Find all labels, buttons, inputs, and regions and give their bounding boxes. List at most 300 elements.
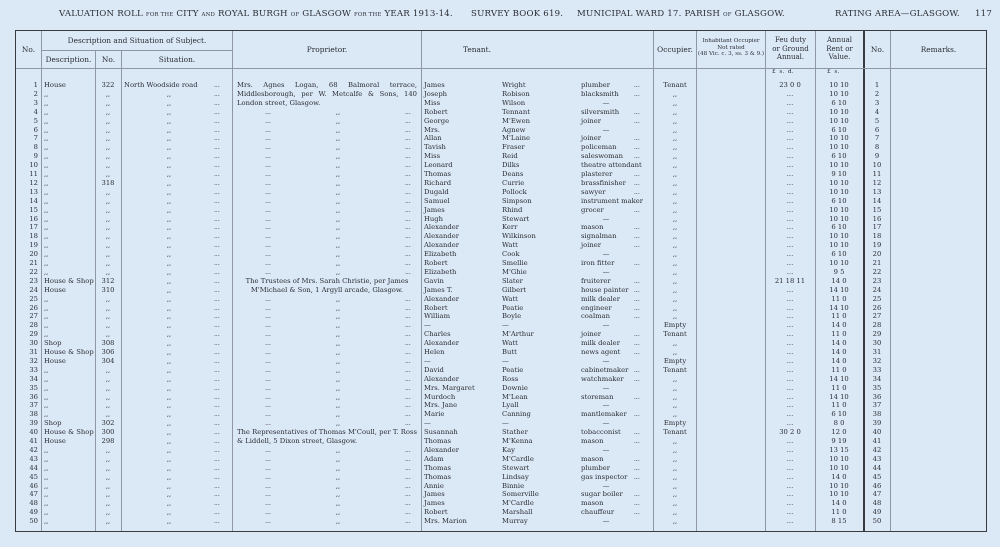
row-number: 11	[29, 170, 38, 178]
tenant-first-name: Miss	[424, 98, 441, 107]
table-row	[0, 126, 1000, 135]
table-row	[0, 152, 1000, 161]
row-number-right: 37	[872, 401, 882, 410]
tenant-surname: Wright	[502, 81, 526, 89]
annual-rent-cell: 14 0	[831, 356, 847, 365]
tenant-first-name: Richard	[424, 178, 452, 187]
description-cell: ,,	[44, 259, 49, 267]
leader-dots: ...	[214, 482, 220, 490]
occupation-cell: —	[602, 356, 610, 365]
occupation-cell: —	[602, 419, 610, 428]
occupation-cell: mason	[581, 454, 604, 463]
description-cell: House	[44, 356, 66, 365]
feu-duty-cell: ...	[786, 374, 794, 383]
header-line: Annual	[827, 36, 852, 45]
proprietor-ditto: ...	[405, 375, 411, 383]
proprietor-ditto: ,,	[335, 383, 341, 392]
feu-duty-cell: ...	[786, 383, 794, 392]
leader-dots: ...	[214, 304, 220, 312]
tenant-first-name: Gavin	[424, 276, 444, 285]
leader-dots: ...	[214, 375, 220, 383]
row-number-right: 28	[872, 321, 882, 330]
house-number-cell: ,,	[105, 508, 111, 517]
description-cell: ,,	[44, 321, 49, 330]
tenant-first-name: Alexander	[424, 374, 459, 383]
annual-rent-cell: 11 0	[831, 294, 847, 303]
header-line: Annual.	[776, 53, 805, 62]
situation-cell: ,,	[166, 116, 172, 125]
table-row	[0, 428, 1000, 437]
row-number: 5	[33, 116, 38, 125]
occupier-status: ,,	[672, 98, 678, 107]
title-text: CITY	[176, 9, 199, 19]
tenant-first-name: —	[424, 356, 431, 365]
leader-dots: ...	[634, 411, 640, 419]
house-number-cell: ,,	[105, 383, 111, 392]
situation-cell: ,,	[166, 303, 172, 312]
proprietor-ditto: ,,	[335, 232, 341, 241]
proprietor-ditto: ,,	[335, 445, 341, 454]
occupation-cell: theatre attendant	[581, 161, 642, 170]
annual-rent-cell: 10 10	[829, 143, 849, 152]
tenant-first-name: James T.	[424, 285, 453, 294]
annual-rent-cell: 14 10	[829, 374, 849, 383]
occupation-cell: saleswoman	[581, 152, 624, 161]
table-row	[0, 108, 1000, 117]
occupier-status: ,,	[672, 125, 678, 134]
leader-dots: ...	[214, 277, 220, 285]
house-number-cell: ,,	[105, 517, 111, 526]
tenant-first-name: Miss	[424, 152, 441, 161]
occupier-status: ,,	[672, 374, 678, 383]
description-cell: ,,	[44, 152, 49, 161]
row-number-right: 41	[872, 437, 882, 445]
situation-cell: ,,	[166, 356, 172, 365]
situation-cell: ,,	[166, 187, 172, 196]
description-cell: ,,	[44, 454, 49, 463]
proprietor-ditto: ...	[265, 126, 271, 134]
occupier-status: ,,	[672, 445, 678, 454]
occupation-cell: mantlemaker	[581, 410, 627, 419]
tenant-surname: Robison	[502, 89, 530, 98]
description-cell: ,,	[44, 267, 49, 276]
occupier-status: ,,	[672, 267, 678, 276]
proprietor-ditto: ,,	[335, 517, 341, 526]
row-number-right: 48	[872, 499, 882, 508]
feu-duty-cell: ...	[786, 303, 794, 312]
occupier-status: ,,	[672, 152, 678, 161]
table-row	[0, 384, 1000, 393]
annual-rent-cell: 12 0	[831, 428, 847, 437]
description-cell: ,,	[44, 392, 49, 401]
row-number-right: 12	[872, 178, 882, 187]
situation-cell: ,,	[166, 330, 172, 339]
tenant-surname: Cook	[502, 250, 520, 259]
tenant-surname: Agnew	[502, 125, 526, 134]
row-number-right: 49	[872, 508, 882, 517]
occupation-cell: mason	[581, 223, 604, 232]
proprietor-ditto: ,,	[335, 187, 341, 196]
leader-dots: ...	[214, 366, 220, 374]
tenant-surname: Simpson	[502, 196, 532, 205]
annual-rent-cell: 11 0	[831, 312, 847, 321]
tenant-first-name: Elizabeth	[424, 267, 457, 276]
situation-cell: ,,	[166, 161, 172, 170]
annual-rent-cell: 10 10	[829, 463, 849, 472]
proprietor-ditto: ...	[405, 260, 411, 267]
row-number: 46	[29, 481, 38, 490]
tenant-surname: Smellie	[502, 259, 528, 267]
row-number-right: 25	[872, 294, 882, 303]
table-row	[0, 206, 1000, 215]
occupation-cell: sugar boiler	[581, 490, 623, 499]
house-number-cell: 304	[101, 356, 115, 365]
feu-duty-cell: ...	[786, 294, 794, 303]
tenant-surname: Dilks	[502, 161, 520, 170]
situation-cell: ,,	[166, 419, 172, 428]
leader-dots: ...	[214, 464, 220, 472]
annual-rent-cell: 8 15	[831, 517, 847, 526]
leader-dots: ...	[634, 509, 640, 517]
house-number-cell: 302	[101, 419, 115, 428]
proprietor-ditto: ...	[265, 171, 271, 178]
description-cell: ,,	[44, 401, 49, 410]
annual-rent-cell: 6 10	[831, 223, 847, 232]
header-proprietor: Proprietor.	[306, 45, 348, 54]
row-number: 40	[29, 428, 38, 437]
annual-rent-cell: 14 0	[831, 348, 847, 356]
situation-cell: ,,	[166, 437, 172, 445]
proprietor-ditto: ...	[405, 455, 411, 463]
annual-rent-cell: 6 10	[831, 250, 847, 259]
leader-dots: ...	[214, 224, 220, 232]
occupation-cell: —	[602, 267, 610, 276]
description-cell: ,,	[44, 294, 49, 303]
description-cell: ,,	[44, 89, 49, 98]
tenant-first-name: Charles	[424, 330, 451, 339]
feu-duty-cell: ...	[786, 187, 794, 196]
leader-dots: ...	[634, 491, 640, 499]
leader-dots: ...	[214, 411, 220, 419]
tenant-surname: M'Cardle	[502, 499, 534, 508]
proprietor-ditto: ,,	[335, 392, 341, 401]
proprietor-ditto: ,,	[335, 170, 341, 178]
header-situation: Situation.	[158, 55, 196, 64]
tenant-first-name: Adam	[424, 454, 444, 463]
description-cell: ,,	[44, 250, 49, 259]
situation-cell: ,,	[166, 125, 172, 134]
situation-cell: ,,	[166, 250, 172, 259]
house-number-cell: ,,	[105, 125, 111, 134]
row-number: 43	[29, 454, 38, 463]
house-number-cell: 300	[101, 428, 115, 437]
tenant-first-name: Alexander	[424, 241, 459, 250]
row-number-right: 39	[872, 419, 882, 428]
house-number-cell: ,,	[105, 410, 111, 419]
row-number-right: 2	[874, 89, 880, 98]
description-cell: ,,	[44, 170, 49, 178]
occupation-cell: brassfinisher	[581, 178, 626, 187]
annual-rent-cell: 6 10	[831, 152, 847, 161]
tenant-surname: Currie	[502, 178, 525, 187]
occupation-cell: sawyer	[581, 187, 606, 196]
proprietor-ditto: ...	[405, 197, 411, 205]
leader-dots: ...	[634, 108, 640, 116]
situation-cell: ,,	[166, 383, 172, 392]
table-row	[0, 499, 1000, 508]
row-number: 9	[33, 152, 38, 161]
occupation-cell: —	[602, 481, 610, 490]
feu-duty-cell: ...	[786, 116, 794, 125]
row-number-right: 47	[872, 490, 882, 499]
house-number-cell: ,,	[105, 134, 111, 143]
house-number-cell: 308	[101, 339, 115, 348]
table-row	[0, 268, 1000, 277]
situation-cell: ,,	[166, 232, 172, 241]
proprietor-ditto: ...	[405, 268, 411, 276]
house-number-cell: ,,	[105, 481, 111, 490]
house-number-cell: ,,	[105, 214, 111, 223]
leader-dots: ...	[634, 304, 640, 312]
house-number-cell: ,,	[105, 401, 111, 410]
annual-rent-cell: 14 10	[829, 392, 849, 401]
description-cell: ,,	[44, 508, 49, 517]
row-number: 50	[29, 517, 38, 526]
occupier-status: Empty	[663, 419, 687, 428]
situation-cell: ,,	[166, 490, 172, 499]
proprietor-ditto: ,,	[335, 419, 341, 428]
description-cell: ,,	[44, 410, 49, 419]
annual-rent-cell: 11 0	[831, 383, 847, 392]
proprietor-ditto: ,,	[335, 267, 341, 276]
feu-duty-cell: ...	[786, 499, 794, 508]
leader-dots: ...	[634, 242, 640, 250]
tenant-surname: Ross	[502, 374, 519, 383]
house-number-cell: ,,	[105, 241, 111, 250]
proprietor-ditto: ,,	[335, 178, 341, 187]
feu-duty-cell: ...	[786, 365, 794, 374]
row-number-right: 45	[872, 472, 882, 481]
table-row	[0, 90, 1000, 99]
proprietor-ditto: ,,	[335, 330, 341, 339]
row-number: 8	[33, 143, 38, 152]
row-number: 49	[29, 508, 38, 517]
description-cell: ,,	[44, 472, 49, 481]
occupation-cell: milk dealer	[581, 339, 620, 348]
occupation-cell: storeman	[581, 392, 614, 401]
house-number-cell: ,,	[105, 196, 111, 205]
description-cell: ,,	[44, 205, 49, 214]
tenant-surname: Binnie	[502, 481, 525, 490]
feu-duty-cell: ...	[786, 161, 794, 170]
situation-cell: ,,	[166, 410, 172, 419]
proprietor-ditto: ...	[265, 179, 271, 187]
leader-dots: ...	[634, 349, 640, 356]
table-row	[0, 375, 1000, 384]
annual-rent-cell: 6 10	[831, 125, 847, 134]
table-row	[0, 241, 1000, 250]
proprietor-ditto: ...	[265, 313, 271, 321]
leader-dots: ...	[634, 179, 640, 187]
table-row	[0, 223, 1000, 232]
occupier-status: ,,	[672, 285, 678, 294]
description-cell: ,,	[44, 383, 49, 392]
situation-cell: ,,	[166, 348, 172, 356]
situation-cell: ,,	[166, 259, 172, 267]
occupier-status: ,,	[672, 241, 678, 250]
table-row	[0, 473, 1000, 482]
table-row	[0, 286, 1000, 295]
occupation-cell: —	[602, 250, 610, 259]
occupation-cell: mason	[581, 499, 604, 508]
row-number: 6	[33, 125, 38, 134]
row-number: 48	[29, 499, 38, 508]
table-row	[0, 401, 1000, 410]
tenant-surname: Watt	[502, 241, 518, 250]
row-number: 45	[29, 472, 38, 481]
leader-dots: ...	[634, 455, 640, 463]
house-number-cell: ,,	[105, 152, 111, 161]
annual-rent-cell: 14 10	[829, 303, 849, 312]
proprietor-ditto: ,,	[335, 125, 341, 134]
feu-duty-cell: ...	[786, 312, 794, 321]
proprietor-ditto: ...	[405, 464, 411, 472]
situation-cell: ,,	[166, 499, 172, 508]
annual-rent-cell: 10 10	[829, 134, 849, 143]
proprietor-ditto: ...	[405, 509, 411, 517]
row-number: 41	[29, 437, 38, 445]
row-number-right: 31	[872, 348, 882, 356]
row-number: 2	[33, 89, 38, 98]
situation-cell: ,,	[166, 339, 172, 348]
row-number: 28	[29, 321, 38, 330]
leader-dots: ...	[214, 313, 220, 321]
leader-dots: ...	[214, 188, 220, 196]
tenant-first-name: Thomas	[424, 472, 451, 481]
row-number: 44	[29, 463, 38, 472]
feu-duty-cell: 30 2 0	[779, 428, 801, 437]
situation-cell: ,,	[166, 321, 172, 330]
tenant-first-name: Alexander	[424, 232, 459, 241]
description-cell: ,,	[44, 499, 49, 508]
annual-rent-cell: 10 10	[829, 116, 849, 125]
house-number-cell: 312	[101, 276, 115, 285]
tenant-surname: —	[502, 321, 509, 330]
proprietor-ditto: ...	[265, 295, 271, 303]
row-number-right: 38	[872, 410, 882, 419]
tenant-first-name: David	[424, 365, 444, 374]
table-row	[0, 215, 1000, 224]
house-number-cell: 322	[101, 81, 115, 89]
description-cell: ,,	[44, 134, 49, 143]
occupier-status: Empty	[663, 321, 687, 330]
feu-duty-cell: ...	[786, 107, 794, 116]
row-number-right: 46	[872, 481, 882, 490]
house-number-cell: ,,	[105, 187, 111, 196]
situation-cell: ,,	[166, 312, 172, 321]
tenant-surname: Gilbert	[502, 285, 527, 294]
proprietor-ditto: ...	[265, 491, 271, 499]
tenant-surname: Lindsay	[502, 472, 529, 481]
occupier-status: ,,	[672, 410, 678, 419]
row-number-right: 27	[872, 312, 882, 321]
annual-rent-cell: 13 15	[829, 445, 849, 454]
proprietor-ditto: ...	[265, 349, 271, 356]
feu-duty-cell: ...	[786, 508, 794, 517]
tenant-surname: M'Cardle	[502, 454, 534, 463]
tenant-first-name: James	[424, 205, 445, 214]
tenant-first-name: Mrs.	[424, 125, 440, 134]
row-number: 29	[29, 330, 38, 339]
proprietor-ditto: ...	[265, 464, 271, 472]
leader-dots: ...	[634, 375, 640, 383]
tenant-surname: Fraser	[502, 143, 525, 152]
situation-cell: ,,	[166, 392, 172, 401]
house-number-cell: ,,	[105, 107, 111, 116]
occupier-status: Tenant	[663, 365, 687, 374]
occupation-cell: plumber	[581, 463, 610, 472]
feu-duty-cell: 23 0 0	[779, 81, 801, 89]
row-number: 24	[29, 285, 38, 294]
tenant-first-name: Murdoch	[424, 392, 456, 401]
tenant-first-name: Joseph	[424, 89, 448, 98]
feu-duty-cell: ...	[786, 259, 794, 267]
proprietor-ditto: ...	[405, 402, 411, 410]
table-row	[0, 517, 1000, 526]
feu-duty-cell: ...	[786, 250, 794, 259]
proprietor-ditto: ,,	[335, 312, 341, 321]
tenant-first-name: Robert	[424, 303, 448, 312]
leader-dots: ...	[634, 90, 640, 98]
feu-duty-cell: ...	[786, 196, 794, 205]
tenant-first-name: George	[424, 116, 450, 125]
house-number-cell: ,,	[105, 365, 111, 374]
feu-duty-cell: ...	[786, 490, 794, 499]
house-number-cell: ,,	[105, 321, 111, 330]
house-number-cell: ,,	[105, 259, 111, 267]
tenant-first-name: —	[424, 419, 431, 428]
occupier-status: ,,	[672, 170, 678, 178]
leader-dots: ...	[214, 117, 220, 125]
feu-duty-cell: ...	[786, 330, 794, 339]
leader-dots: ...	[634, 117, 640, 125]
occupation-cell: —	[602, 321, 610, 330]
leader-dots: ...	[214, 171, 220, 178]
annual-rent-cell: 14 0	[831, 472, 847, 481]
row-number-right: 43	[872, 454, 882, 463]
feu-duty-cell: ...	[786, 178, 794, 187]
tenant-surname: Peatie	[502, 365, 524, 374]
annual-rent-cell: 11 0	[831, 401, 847, 410]
leader-dots: ...	[634, 135, 640, 143]
tenant-surname: Butt	[502, 348, 517, 356]
house-number-cell: ,,	[105, 472, 111, 481]
tenant-surname: Kerr	[502, 223, 518, 232]
situation-cell: ,,	[166, 285, 172, 294]
feu-duty-cell: ...	[786, 214, 794, 223]
tenant-surname: Rhind	[502, 205, 523, 214]
row-number-right: 34	[872, 374, 882, 383]
proprietor-ditto: ...	[405, 366, 411, 374]
title-text: PARISH	[684, 9, 721, 19]
proprietor-ditto: ...	[265, 357, 271, 365]
feu-duty-cell: ...	[786, 321, 794, 330]
table-row	[0, 188, 1000, 197]
annual-rent-cell: 14 0	[831, 276, 847, 285]
table-row	[0, 339, 1000, 348]
proprietor-ditto: ...	[265, 375, 271, 383]
description-cell: ,,	[44, 125, 49, 134]
